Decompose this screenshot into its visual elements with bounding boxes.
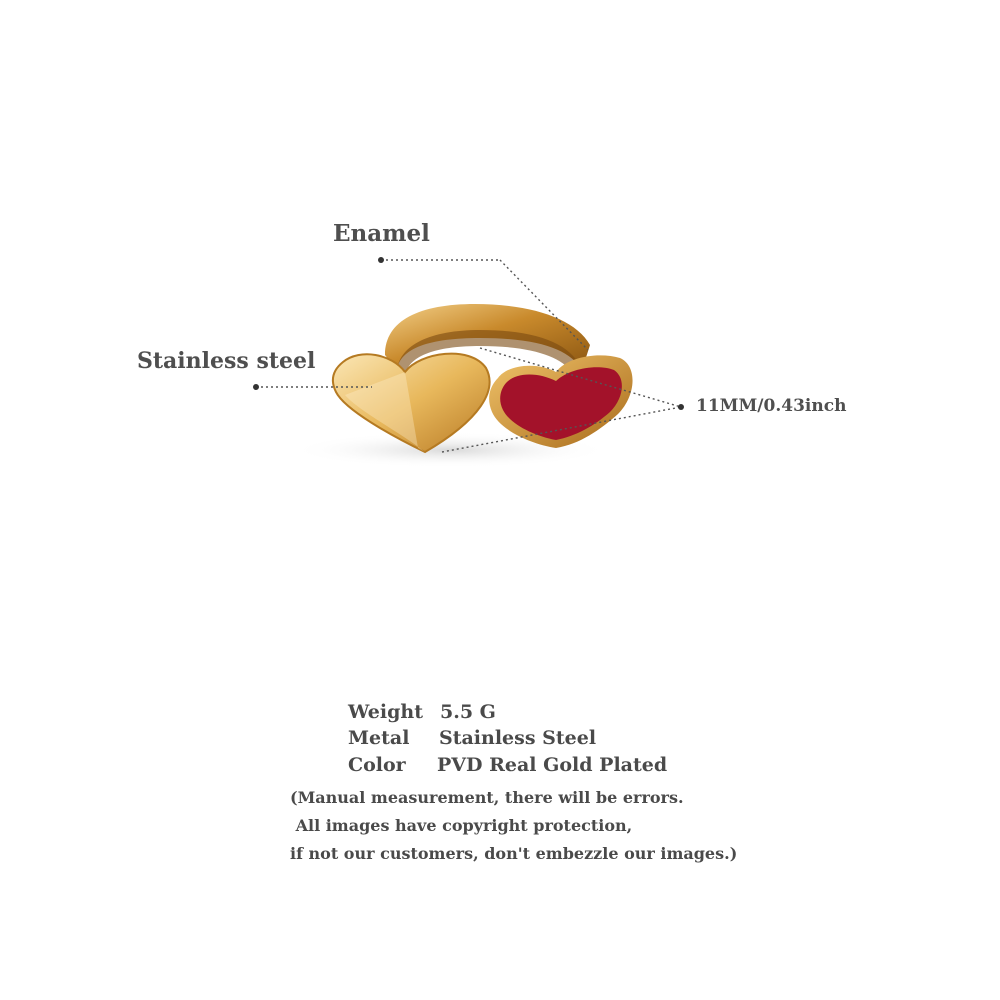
spec-key: Metal xyxy=(348,727,410,749)
disclaimer-line-3: if not our customers, don't embezzle our images.) xyxy=(290,844,738,863)
spec-key: Weight xyxy=(348,701,423,723)
label-stainless-steel: Stainless steel xyxy=(137,348,316,374)
callout-dot-enamel xyxy=(378,257,384,263)
spec-value: PVD Real Gold Plated xyxy=(437,754,668,776)
disclaimer-line-2: All images have copyright protection, xyxy=(290,816,633,835)
label-enamel: Enamel xyxy=(333,220,430,247)
callout-dot-size xyxy=(678,404,684,410)
spec-value: 5.5 G xyxy=(440,701,496,723)
spec-value: Stainless Steel xyxy=(439,727,597,749)
spec-key: Color xyxy=(348,754,406,776)
disclaimer-line-1: (Manual measurement, there will be errors. xyxy=(290,788,684,807)
label-size: 11MM/0.43inch xyxy=(696,396,847,416)
callout-dot-steel xyxy=(253,384,259,390)
